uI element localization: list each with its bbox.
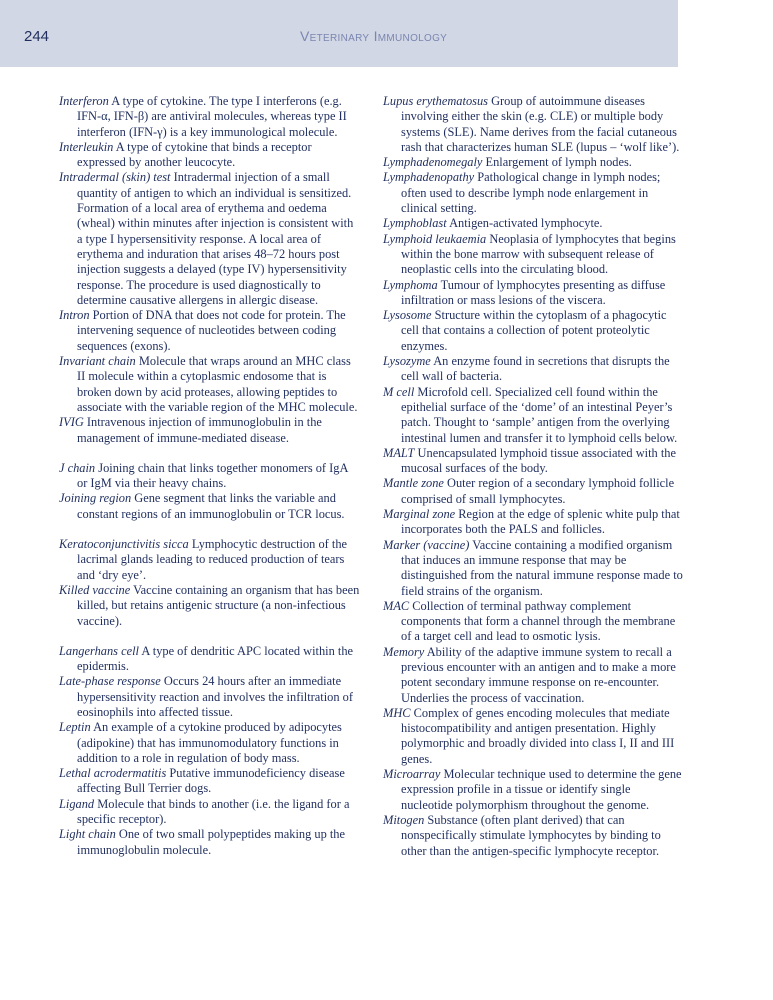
glossary-entry	[59, 415, 361, 446]
glossary-definition: A type of cytokine that binds a receptor expressed by another leucocyte.	[77, 139, 312, 170]
glossary-entry	[59, 491, 361, 522]
page-number: 244	[24, 28, 50, 45]
glossary-entry	[59, 797, 361, 828]
glossary-term: Keratoconjunctivitis sicca	[59, 537, 189, 552]
glossary-definition: A type of cytokine. The type I interferons (e.g. IFN-α, IFN-β) are antiviral molecules, whereas type II interferon (IFN-γ) is a key immunological molecule.	[77, 94, 347, 139]
glossary-entry	[59, 720, 361, 766]
glossary-entry	[383, 767, 683, 813]
glossary-definition: Neoplasia of lymphocytes that begins within the bone marrow with subsequent release of neoplastic cells into the circulating blood.	[401, 231, 676, 277]
glossary-entry	[383, 308, 683, 354]
glossary-term: Mantle zone	[383, 476, 444, 491]
running-title: Veterinary Immunology	[300, 28, 448, 44]
glossary-term: MALT	[383, 445, 415, 460]
glossary-definition: Molecule that wraps around an MHC class II molecule within a cytoplasmic endosome that is broken down by acid proteases, allowing peptides to associate with the variable region of the MHC molecule.	[77, 354, 358, 414]
glossary-definition: Portion of DNA that does not code for protein. The intervening sequence of nucleotides between coding sequences (exons).	[77, 308, 346, 353]
glossary-term: Lysozyme	[383, 354, 431, 369]
glossary-entry	[59, 674, 361, 720]
glossary-term: Microarray	[383, 767, 441, 782]
glossary-entry	[383, 599, 683, 645]
glossary-entry	[59, 827, 361, 858]
glossary-term: Lymphoma	[383, 277, 438, 292]
letter-section-gap	[59, 446, 361, 461]
glossary-definition: Region at the edge of splenic white pulp that incorporates both the PALS and follicles.	[401, 507, 680, 537]
glossary-term: Memory	[383, 644, 425, 659]
glossary-term: Interferon	[59, 94, 109, 108]
glossary-entry	[383, 232, 683, 278]
glossary-column-left	[59, 94, 361, 858]
glossary-term: Marker (vaccine)	[383, 537, 470, 552]
glossary-definition: An enzyme found in secretions that disrupts the cell wall of bacteria.	[401, 354, 670, 384]
glossary-term: MHC	[383, 705, 411, 720]
glossary-entry	[59, 537, 361, 583]
glossary-definition: An example of a cytokine produced by adipocytes (adipokine) that has immunomodulatory functions in addition to a role in regulation of body mass.	[77, 720, 342, 765]
glossary-term: Interleukin	[59, 139, 114, 154]
glossary-definition: Vaccine containing a modified organism that induces an immune response that may be distinguished from the natural immune response made to field strains of the organism.	[401, 537, 683, 598]
glossary-column-right	[383, 94, 683, 859]
glossary-definition: Intradermal injection of a small quantity of antigen to which an individual is sensitized. Formation of a local area of erythema and oedema (wheal) within minutes after injection is consistent with a type I hypersensitivity response. A local area of erythema and induration that arises 48–72 hours post injection suggests a delayed (type IV) hypersensitivity response. The procedure is used diagnostically to determine causative allergens in allergic disease.	[77, 170, 354, 307]
glossary-entry	[383, 354, 683, 385]
glossary-definition: Ability of the adaptive immune system to recall a previous encounter with an antigen and to make a more potent secondary immune response on re-encounter. Underlies the process of vaccination.	[401, 644, 676, 705]
glossary-entry	[383, 170, 683, 216]
glossary-entry	[383, 813, 683, 859]
glossary-entry	[383, 155, 683, 170]
glossary-definition: Vaccine containing an organism that has been killed, but retains antigenic structure (a non-infectious vaccine).	[77, 582, 360, 628]
glossary-definition: Gene segment that links the variable and constant regions of an immunoglobulin or TCR locus.	[77, 491, 345, 521]
glossary-term: Lymphoid leukaemia	[383, 231, 487, 246]
glossary-definition: Pathological change in lymph nodes; often used to describe lymph node enlargement in clinical setting.	[401, 170, 661, 216]
glossary-term: Light chain	[59, 827, 116, 842]
glossary-definition: Lymphocytic destruction of the lacrimal glands leading to reduced production of tears and ‘dry eye’.	[77, 537, 348, 582]
glossary-entry	[59, 583, 361, 629]
glossary-entry	[383, 216, 683, 231]
glossary-definition: Tumour of lymphocytes presenting as diffuse infiltration or mass lesions of the viscera.	[401, 277, 666, 307]
letter-section-gap	[59, 629, 361, 644]
glossary-definition: Outer region of a secondary lymphoid follicle comprised of small lymphocytes.	[401, 476, 675, 506]
glossary-definition: One of two small polypeptides making up the immunoglobulin molecule.	[77, 827, 345, 857]
glossary-entry	[59, 644, 361, 675]
glossary-definition: Antigen-activated lymphocyte.	[449, 216, 603, 231]
glossary-definition: Occurs 24 hours after an immediate hypersensitivity reaction and involves the infiltration of eosinophils into affected tissue.	[77, 674, 353, 719]
page-header	[0, 0, 678, 67]
glossary-term: Lupus erythematosus	[383, 94, 488, 108]
glossary-term: Ligand	[59, 796, 95, 811]
glossary-entry	[383, 385, 683, 446]
glossary-term: Intradermal (skin) test	[59, 170, 171, 185]
glossary-definition: Molecule that binds to another (i.e. the ligand for a specific receptor).	[77, 796, 350, 827]
glossary-definition: Putative immunodeficiency disease affecting Bull Terrier dogs.	[77, 766, 345, 796]
glossary-term: Leptin	[59, 720, 91, 735]
glossary-term: M cell	[383, 384, 415, 399]
glossary-definition: Structure within the cytoplasm of a phagocytic cell that contains a collection of potent proteolytic enzymes.	[401, 308, 667, 353]
glossary-term: Killed vaccine	[59, 582, 131, 597]
glossary-entry	[383, 645, 683, 706]
glossary-term: Lethal acrodermatitis	[59, 766, 167, 781]
glossary-definition: Molecular technique used to determine the gene expression profile in a tissue or identify single nucleotide polymorphism throughout the genome.	[401, 767, 682, 812]
glossary-term: MAC	[383, 598, 410, 613]
glossary-term: Lysosome	[383, 308, 432, 323]
glossary-entry	[383, 94, 683, 155]
glossary-term: Marginal zone	[383, 507, 456, 522]
letter-section-gap	[59, 522, 361, 537]
glossary-definition: Microfold cell. Specialized cell found within the epithelial surface of the ‘dome’ of an intestinal Peyer’s patch. Thought to ‘sample’ antigen from the overlying intestinal lumen and transfer it to lymphoid cells below.	[401, 384, 678, 445]
glossary-term: Lymphoblast	[383, 216, 447, 231]
glossary-term: J chain	[59, 460, 96, 475]
glossary-term: Lymphadenopathy	[383, 170, 475, 185]
glossary-term: Joining region	[59, 491, 132, 506]
glossary-entry	[59, 308, 361, 354]
glossary-term: Mitogen	[383, 812, 425, 827]
glossary-definition: A type of dendritic APC located within the epidermis.	[77, 643, 354, 674]
glossary-term: Intron	[59, 308, 90, 323]
glossary-entry	[59, 461, 361, 492]
glossary-entry	[383, 278, 683, 309]
glossary-term: Lymphadenomegaly	[383, 155, 483, 170]
glossary-entry	[383, 476, 683, 507]
glossary-entry	[59, 140, 361, 171]
glossary-term: IVIG	[59, 415, 84, 430]
glossary-definition: Substance (often plant derived) that can nonspecifically stimulate lymphocytes by binding to other than the antigen-specific lymphocyte receptor.	[401, 812, 661, 858]
glossary-entry	[383, 706, 683, 767]
glossary-term: Invariant chain	[59, 354, 136, 369]
glossary-entry	[59, 94, 361, 140]
glossary-definition: Joining chain that links together monomers of IgA or IgM via their heavy chains.	[77, 460, 348, 491]
glossary-definition: Intravenous injection of immunoglobulin in the management of immune-mediated disease.	[77, 415, 322, 445]
glossary-entry	[59, 354, 361, 415]
glossary-entry	[383, 538, 683, 599]
glossary-entry	[59, 170, 361, 308]
glossary-entry	[59, 766, 361, 797]
glossary-entry	[383, 507, 683, 538]
glossary-entry	[383, 446, 683, 477]
glossary-definition: Enlargement of lymph nodes.	[485, 155, 632, 170]
glossary-definition: Collection of terminal pathway complement components that form a channel through the membrane of a target cell and lead to osmotic lysis.	[401, 598, 676, 644]
glossary-term: Late-phase response	[59, 674, 161, 689]
glossary-definition: Group of autoimmune diseases involving either the skin (e.g. CLE) or multiple body systems (SLE). Name derives from the facial cutaneous rash that characterizes human SLE (lupus – ‘wolf like’).	[401, 94, 680, 154]
glossary-definition: Unencapsulated lymphoid tissue associated with the mucosal surfaces of the body.	[401, 445, 676, 476]
glossary-term: Langerhans cell	[59, 643, 139, 658]
glossary-definition: Complex of genes encoding molecules that mediate histocompatibility and antigen presentation. Highly polymorphic and broadly divided into class I, II and III genes.	[401, 705, 675, 766]
